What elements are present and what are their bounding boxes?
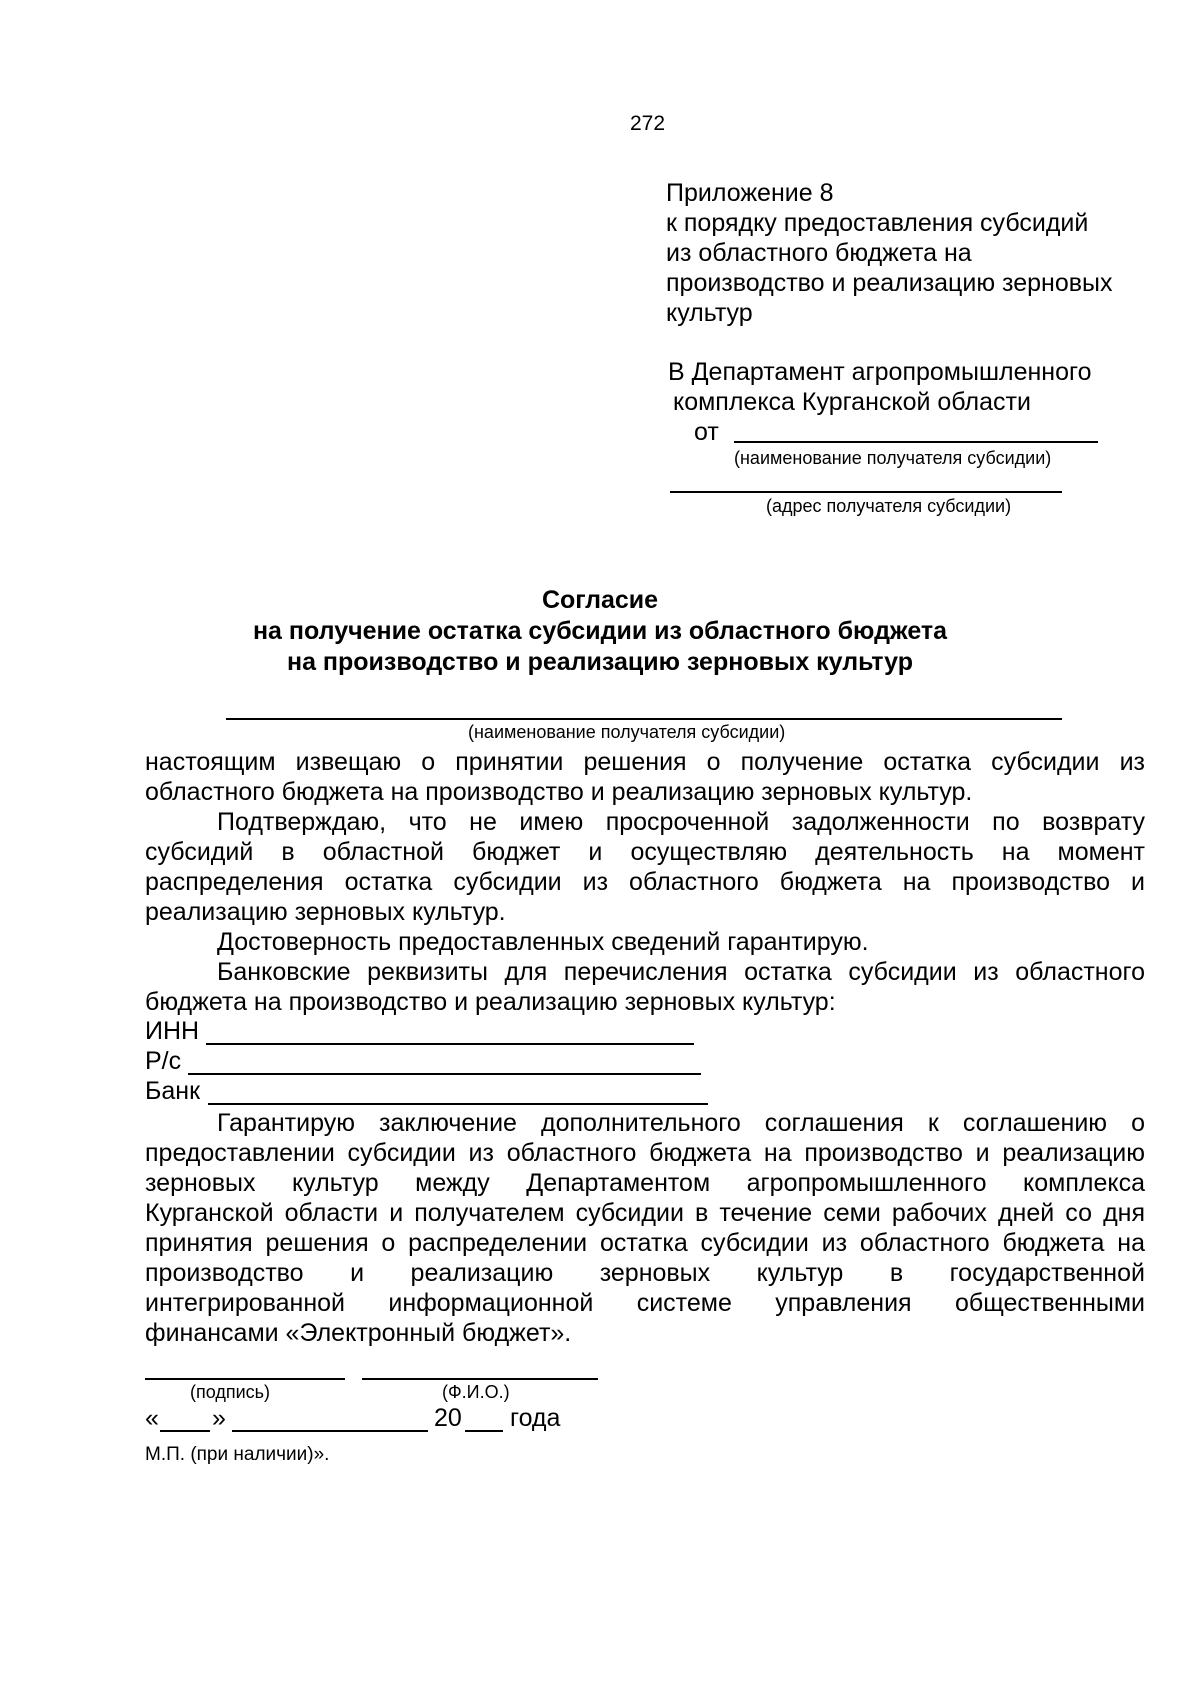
text-line: реализацию зерновых культур. <box>145 898 506 926</box>
appendix-line: из областного бюджета на <box>666 239 972 267</box>
bank-blank <box>208 1103 708 1105</box>
inn-label: ИНН <box>145 1017 200 1045</box>
addressee-line-1: В Департамент агропромышленного <box>668 358 1092 386</box>
recipient-name-caption: (наименование получателя субсидии) <box>734 448 1052 468</box>
text-line: финансами «Электронный бюджет». <box>145 1319 572 1347</box>
recipient-name-blank <box>734 441 1098 443</box>
name-blank <box>362 1378 598 1380</box>
inn-blank <box>206 1043 694 1045</box>
paragraph-confirmation <box>145 807 1145 927</box>
text-line: Достоверность предоставленных сведений гарантирую. <box>217 928 869 956</box>
text-line: зерновых культур между Департаментом агропромышленного комплекса <box>145 1169 1145 1197</box>
date-close-quote: » <box>212 1404 226 1432</box>
document-subtitle-1: на получение остатка субсидии из областного бюджета <box>252 617 948 645</box>
signature-caption: (подпись) <box>190 1382 271 1402</box>
document-subtitle-2: на производство и реализацию зерновых культур <box>286 648 914 676</box>
paragraph-bank-details <box>145 957 1145 1017</box>
text-line: бюджета на производство и реализацию зерновых культур: <box>145 988 836 1016</box>
recipient-caption: (наименование получателя субсидии) <box>468 722 786 742</box>
recipient-blank-line <box>226 718 1062 720</box>
recipient-address-blank <box>670 491 1062 493</box>
text-line: Курганской области и получателем субсидии в течение семи рабочих дней со дня <box>145 1199 1145 1227</box>
appendix-line: Приложение 8 <box>666 179 834 207</box>
from-label: от <box>694 418 719 446</box>
name-caption: (Ф.И.О.) <box>442 1382 510 1402</box>
page-number: 272 <box>630 112 666 135</box>
text-line: Банковские реквизиты для перечисления остатка субсидии из областного <box>217 958 1145 986</box>
signature-blank <box>145 1378 345 1380</box>
date-open-quote: « <box>145 1404 159 1432</box>
text-line: принятия решения о распределении остатка субсидии из областного бюджета на <box>145 1229 1145 1257</box>
paragraph-guarantee <box>145 1108 1145 1348</box>
year-suffix: года <box>510 1404 561 1432</box>
text-line: распределения остатка субсидии из областного бюджета на производство и <box>145 868 1145 896</box>
account-blank <box>188 1073 701 1075</box>
date-year-blank <box>465 1430 503 1432</box>
bank-label: Банк <box>145 1077 201 1105</box>
stamp-note: М.П. (при наличии)». <box>145 1444 330 1465</box>
text-line: предоставлении субсидии из областного бюджета на производство и реализацию <box>145 1139 1145 1167</box>
recipient-address-caption: (адрес получателя субсидии) <box>766 496 1012 516</box>
text-line: Гарантирую заключение дополнительного соглашения к соглашению о <box>217 1109 1145 1137</box>
text-line: настоящим извещаю о принятии решения о получение остатка субсидии из <box>145 748 1145 776</box>
appendix-line: культур <box>666 299 753 327</box>
text-line: интегрированной информационной системе управления общественными <box>145 1289 1145 1317</box>
date-month-blank <box>232 1430 428 1432</box>
paragraph-notice <box>145 747 1145 807</box>
text-line: субсидий в областной бюджет и осуществляю деятельность на момент <box>145 838 1145 866</box>
account-label: Р/с <box>145 1047 182 1075</box>
appendix-block <box>666 178 1112 328</box>
paragraph-accuracy <box>145 927 1145 957</box>
text-line: областного бюджета на производство и реализацию зерновых культур. <box>145 778 973 806</box>
year-prefix: 20 <box>434 1404 462 1432</box>
text-line: производство и реализацию зерновых культур в государственной <box>145 1259 1145 1287</box>
appendix-line: к порядку предоставления субсидий <box>666 209 1089 237</box>
text-line: Подтверждаю, что не имею просроченной задолженности по возврату <box>217 808 1145 836</box>
date-day-blank <box>160 1430 210 1432</box>
appendix-line: производство и реализацию зерновых <box>666 269 1113 297</box>
document-title: Согласие <box>541 586 659 614</box>
addressee-line-2: комплекса Курганской области <box>673 388 1031 416</box>
